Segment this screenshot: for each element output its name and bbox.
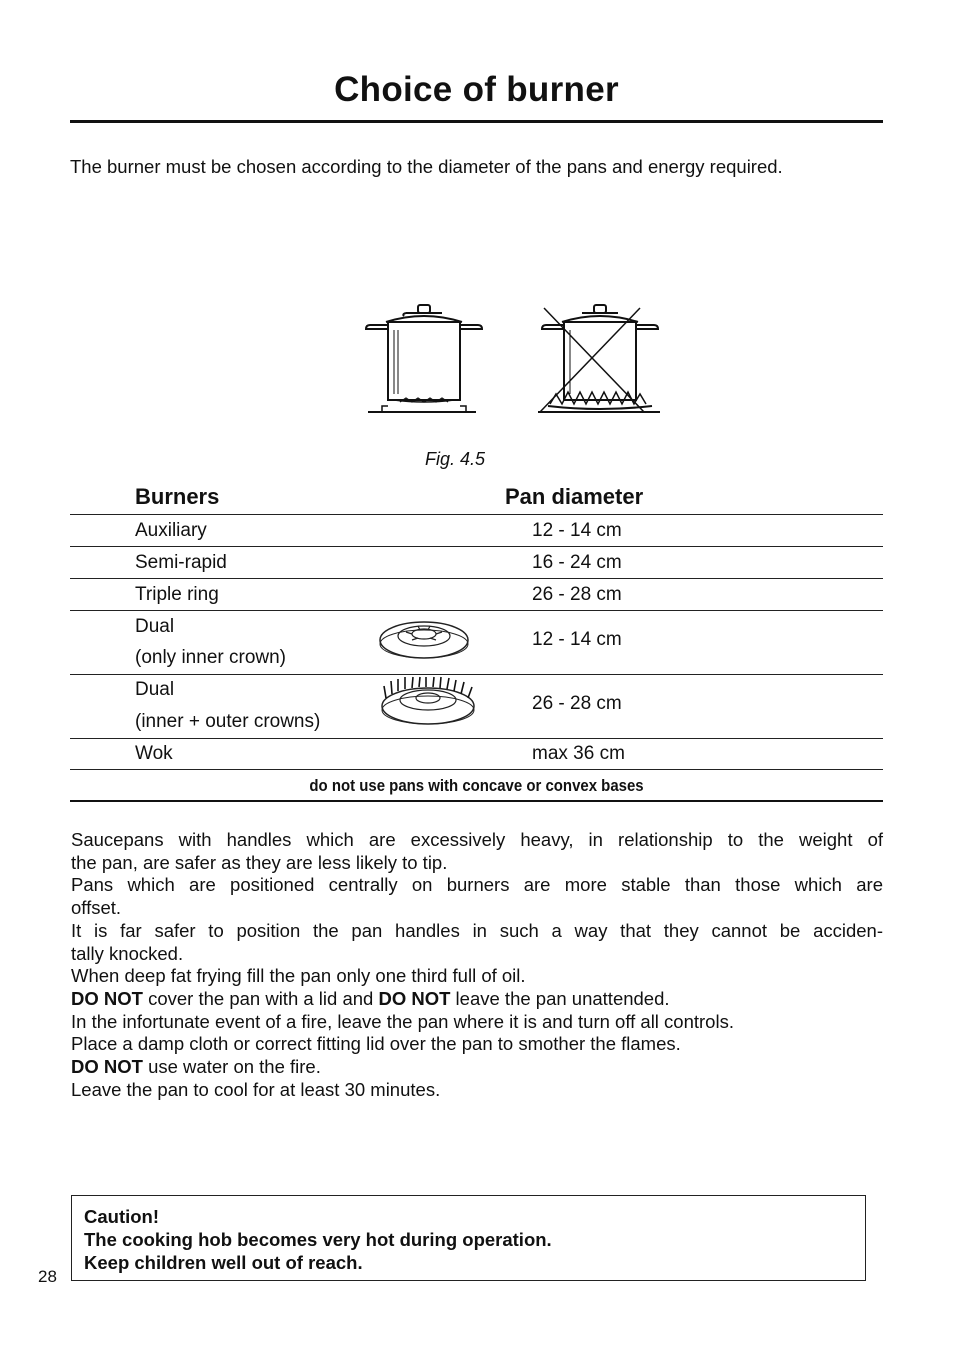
table-rule: [70, 674, 883, 675]
paragraph-line: [71, 1056, 883, 1079]
caution-box: [71, 1195, 866, 1281]
pan-diameter-value: max 36 cm: [532, 743, 625, 764]
burner-name: Auxiliary: [135, 520, 207, 541]
title-rule: [70, 120, 883, 123]
burner-name: Wok: [135, 743, 173, 764]
paragraph-line: Pans which are positioned centrally on burners are more stable than those which are: [71, 874, 883, 896]
paragraph-line: Place a damp cloth or correct fitting lid over the pan to smother the flames.: [71, 1033, 681, 1055]
paragraph-line: In the infortunate event of a fire, leave the pan where it is and turn off all controls.: [71, 1010, 734, 1032]
paragraph-line: It is far safer to position the pan handles in such a way that they cannot be acciden-: [71, 919, 883, 941]
text-span: leave the pan unattended.: [450, 987, 670, 1009]
pot-figure: [360, 298, 660, 420]
paragraph-line: offset.: [71, 897, 122, 919]
pan-diameter-value: 26 - 28 cm: [532, 584, 622, 605]
pan-diameter-value: 12 - 14 cm: [532, 520, 622, 541]
header-burners: Burners: [135, 484, 220, 509]
table-bottom-rule: [70, 800, 883, 802]
warning-strong: DO NOT: [71, 987, 143, 1009]
paragraph-line: tally knocked.: [71, 942, 184, 964]
header-pan-diameter: Pan diameter: [505, 484, 644, 509]
caution-line: Keep children well out of reach.: [84, 1252, 363, 1273]
pan-diameter-value: 16 - 24 cm: [532, 552, 622, 573]
page-number: 28: [38, 1267, 57, 1286]
burner-name: Dual: [135, 679, 175, 700]
burner-subname: (only inner crown): [135, 647, 286, 668]
paragraph-line: Leave the pan to cool for at least 30 minutes.: [71, 1078, 441, 1100]
pot-incorrect-icon: [538, 305, 660, 412]
warning-strong: DO NOT: [378, 987, 451, 1009]
table-note: do not use pans with concave or convex bases: [309, 776, 644, 795]
burner-subname: (inner + outer crowns): [135, 711, 321, 732]
paragraph-line: When deep fat frying fill the pan only one third full of oil.: [71, 965, 526, 987]
dual-burner-outer-icon: [378, 676, 478, 728]
page-title: Choice of burner: [334, 70, 619, 109]
warning-strong: DO NOT: [71, 1056, 143, 1078]
text-span: cover the pan with a lid and: [142, 987, 379, 1009]
safety-text: [71, 829, 883, 1101]
pan-diameter-value: 12 - 14 cm: [532, 629, 622, 650]
paragraph-line: Saucepans with handles which are excessively heavy, in relationship to the weight of: [71, 829, 883, 850]
paragraph-line: the pan, are safer as they are less likely to tip.: [71, 851, 448, 873]
table-rule: [70, 578, 883, 579]
caution-line: The cooking hob becomes very hot during operation.: [84, 1229, 552, 1250]
text-span: use water on the fire.: [142, 1056, 321, 1078]
burner-name: Semi-rapid: [135, 552, 227, 573]
burner-name: Dual: [135, 616, 175, 637]
table-rule: [70, 514, 883, 515]
burner-name: Triple ring: [135, 584, 219, 605]
pot-correct-icon: [366, 305, 482, 412]
paragraph-line: [71, 988, 883, 1011]
pan-diameter-value: 26 - 28 cm: [532, 693, 622, 714]
table-rule: [70, 769, 883, 770]
intro-text: The burner must be chosen according to the diameter of the pans and energy required.: [70, 156, 783, 177]
table-rule: [70, 546, 883, 547]
figure-caption: Fig. 4.5: [425, 449, 486, 469]
table-rule: [70, 610, 883, 611]
dual-burner-inner-icon: [378, 614, 470, 662]
caution-heading: Caution!: [84, 1206, 160, 1227]
table-rule: [70, 738, 883, 739]
